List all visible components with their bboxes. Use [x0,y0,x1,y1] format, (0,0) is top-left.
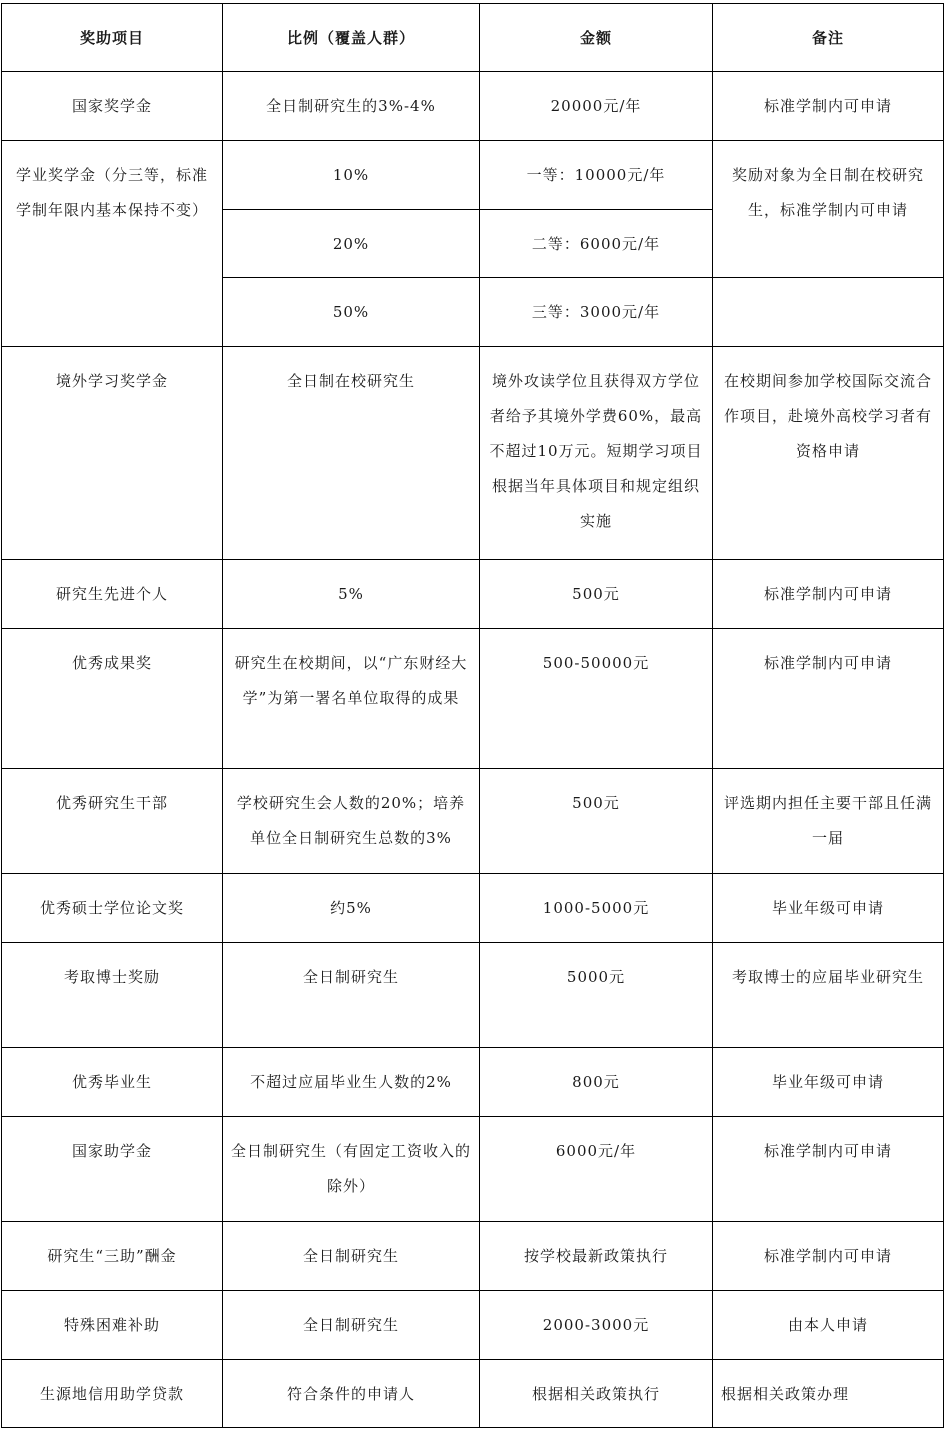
table-row [2,560,944,629]
note-cell: 标准学制内可申请 [713,72,944,141]
amount-cell: 按学校最新政策执行 [480,1222,713,1291]
amount-cell: 800元 [480,1048,713,1117]
table-row [2,1222,944,1291]
table-row [2,72,944,141]
amount-cell: 500元 [480,769,713,874]
amount-cell: 6000元/年 [480,1117,713,1222]
table-row [2,769,944,874]
header-row [2,4,944,72]
header-cell: 比例（覆盖人群） [223,4,480,72]
amount-cell: 境外攻读学位且获得双方学位者给予其境外学费60%，最高不超过10万元。短期学习项目根据当年具体项目和规定组织实施 [480,347,713,560]
ratio-cell: 10% [223,141,480,210]
item-name: 优秀硕士学位论文奖 [2,874,223,943]
ratio-cell: 全日制研究生的3%-4% [223,72,480,141]
amount-cell: 20000元/年 [480,72,713,141]
note-cell: 奖励对象为全日制在校研究生，标准学制内可申请 [713,141,944,278]
ratio-cell: 不超过应届毕业生人数的2% [223,1048,480,1117]
ratio-cell: 50% [223,278,480,347]
ratio-cell: 20% [223,210,480,278]
note-cell: 毕业年级可申请 [713,874,944,943]
item-name: 优秀研究生干部 [2,769,223,874]
table-row [2,347,944,560]
item-name: 学业奖学金（分三等，标准学制年限内基本保持不变） [2,141,223,347]
item-name: 境外学习奖学金 [2,347,223,560]
note-cell: 标准学制内可申请 [713,1117,944,1222]
table-row [2,1360,944,1428]
table-row [2,874,944,943]
note-cell: 考取博士的应届毕业研究生 [713,943,944,1048]
ratio-cell: 全日制研究生（有固定工资收入的除外） [223,1117,480,1222]
item-name: 优秀毕业生 [2,1048,223,1117]
note-cell: 在校期间参加学校国际交流合作项目，赴境外高校学习者有资格申请 [713,347,944,560]
note-cell: 由本人申请 [713,1291,944,1360]
item-name: 研究生先进个人 [2,560,223,629]
item-name: 考取博士奖励 [2,943,223,1048]
table-row [2,1048,944,1117]
amount-cell: 根据相关政策执行 [480,1360,713,1428]
scholarship-table [1,3,944,1428]
ratio-cell: 约5% [223,874,480,943]
note-cell: 标准学制内可申请 [713,560,944,629]
item-name: 研究生“三助”酬金 [2,1222,223,1291]
ratio-cell: 学校研究生会人数的20%；培养单位全日制研究生总数的3% [223,769,480,874]
amount-cell: 1000-5000元 [480,874,713,943]
amount-cell: 5000元 [480,943,713,1048]
amount-cell: 一等：10000元/年 [480,141,713,210]
note-cell-empty [713,278,944,347]
amount-cell: 500-50000元 [480,629,713,769]
amount-cell: 三等：3000元/年 [480,278,713,347]
item-name: 国家助学金 [2,1117,223,1222]
note-cell: 毕业年级可申请 [713,1048,944,1117]
item-name: 特殊困难补助 [2,1291,223,1360]
header-cell: 奖助项目 [2,4,223,72]
ratio-cell: 研究生在校期间，以“广东财经大学”为第一署名单位取得的成果 [223,629,480,769]
table-row [2,943,944,1048]
note-cell: 根据相关政策办理 [713,1360,944,1428]
ratio-cell: 5% [223,560,480,629]
table-row [2,629,944,769]
table-row [2,1117,944,1222]
item-name: 国家奖学金 [2,72,223,141]
note-cell: 标准学制内可申请 [713,1222,944,1291]
item-name: 生源地信用助学贷款 [2,1360,223,1428]
note-cell: 评选期内担任主要干部且任满一届 [713,769,944,874]
ratio-cell: 全日制研究生 [223,943,480,1048]
amount-cell: 2000-3000元 [480,1291,713,1360]
amount-cell: 500元 [480,560,713,629]
ratio-cell: 全日制在校研究生 [223,347,480,560]
ratio-cell: 全日制研究生 [223,1291,480,1360]
table-row [2,1291,944,1360]
note-cell: 标准学制内可申请 [713,629,944,769]
header-cell: 金额 [480,4,713,72]
item-name: 优秀成果奖 [2,629,223,769]
ratio-cell: 符合条件的申请人 [223,1360,480,1428]
table-row [2,141,944,210]
header-cell: 备注 [713,4,944,72]
amount-cell: 二等：6000元/年 [480,210,713,278]
ratio-cell: 全日制研究生 [223,1222,480,1291]
